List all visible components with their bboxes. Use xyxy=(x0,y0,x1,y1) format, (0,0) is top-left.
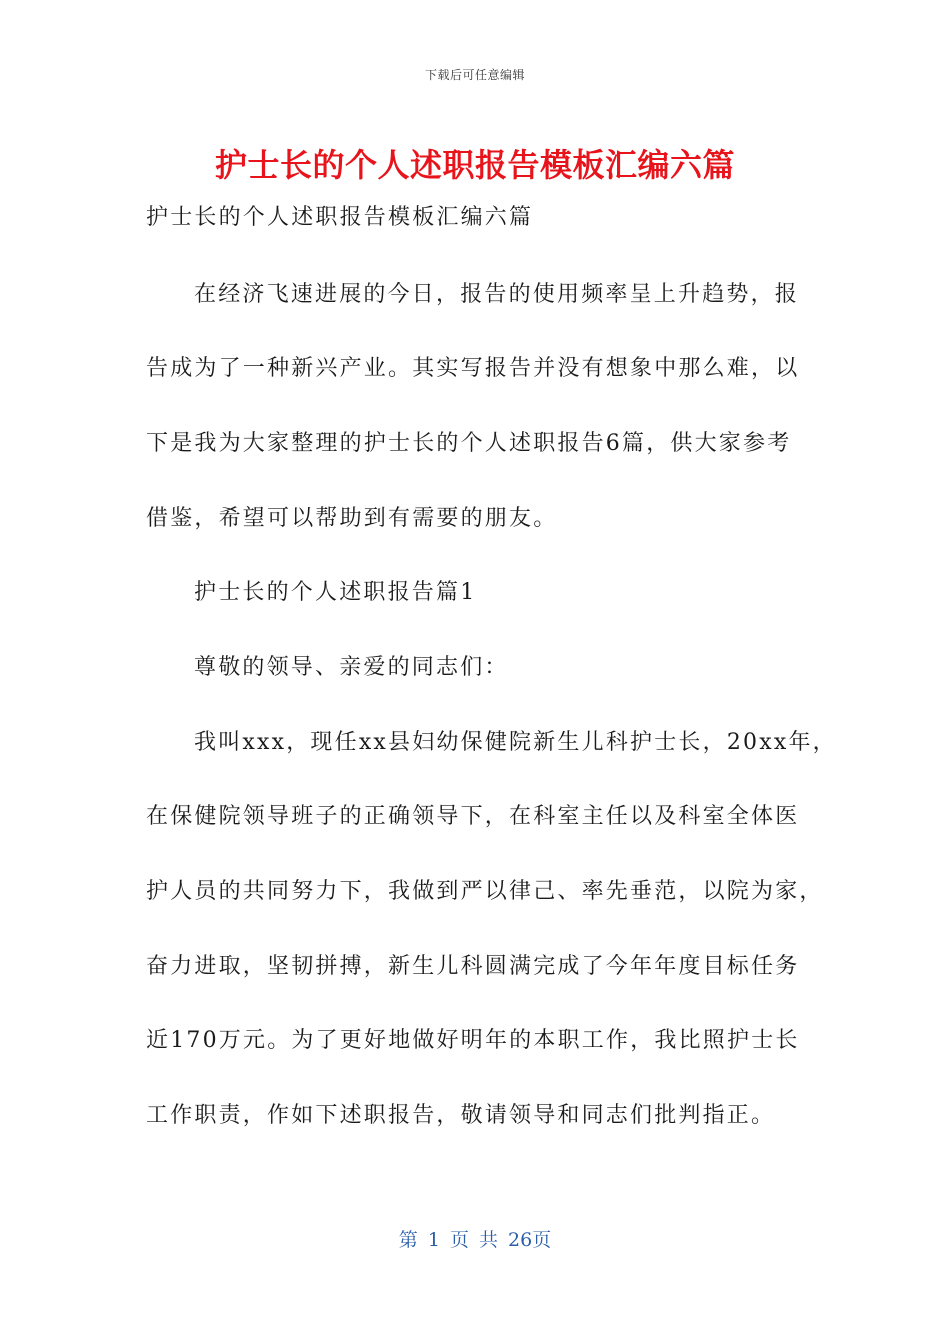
subtitle-line: 护士长的个人述职报告模板汇编六篇 xyxy=(146,205,534,230)
salutation-line: 尊敬的领导、亲爱的同志们： xyxy=(194,655,509,680)
paragraph-line: 护人员的共同努力下，我做到严以律己、率先垂范，以院为家， xyxy=(146,879,824,904)
page-number-footer: 第 1 页 共 26页 xyxy=(398,1229,552,1251)
paragraph-line: 在经济飞速进展的今日，报告的使用频率呈上升趋势，报 xyxy=(194,282,800,307)
paragraph-line: 在保健院领导班子的正确领导下，在科室主任以及科室全体医 xyxy=(146,804,800,829)
paragraph-line: 下是我为大家整理的护士长的个人述职报告6篇，供大家参考 xyxy=(146,431,792,456)
header-note: 下载后可任意编辑 xyxy=(424,68,525,82)
paragraph-line: 近170万元。为了更好地做好明年的本职工作，我比照护士长 xyxy=(146,1028,800,1053)
paragraph-line: 借鉴，希望可以帮助到有需要的朋友。 xyxy=(146,506,558,531)
section-heading: 护士长的个人述职报告篇1 xyxy=(194,580,477,605)
document-title: 护士长的个人述职报告模板汇编六篇 xyxy=(214,146,735,184)
paragraph-line: 工作职责，作如下述职报告，敬请领导和同志们批判指正。 xyxy=(146,1103,776,1128)
paragraph-line: 我叫xxx，现任xx县妇幼保健院新生儿科护士长，20xx年， xyxy=(194,730,837,755)
paragraph-line: 奋力进取，坚韧拼搏，新生儿科圆满完成了今年年度目标任务 xyxy=(146,954,800,979)
paragraph-line: 告成为了一种新兴产业。其实写报告并没有想象中那么难，以 xyxy=(146,356,800,381)
